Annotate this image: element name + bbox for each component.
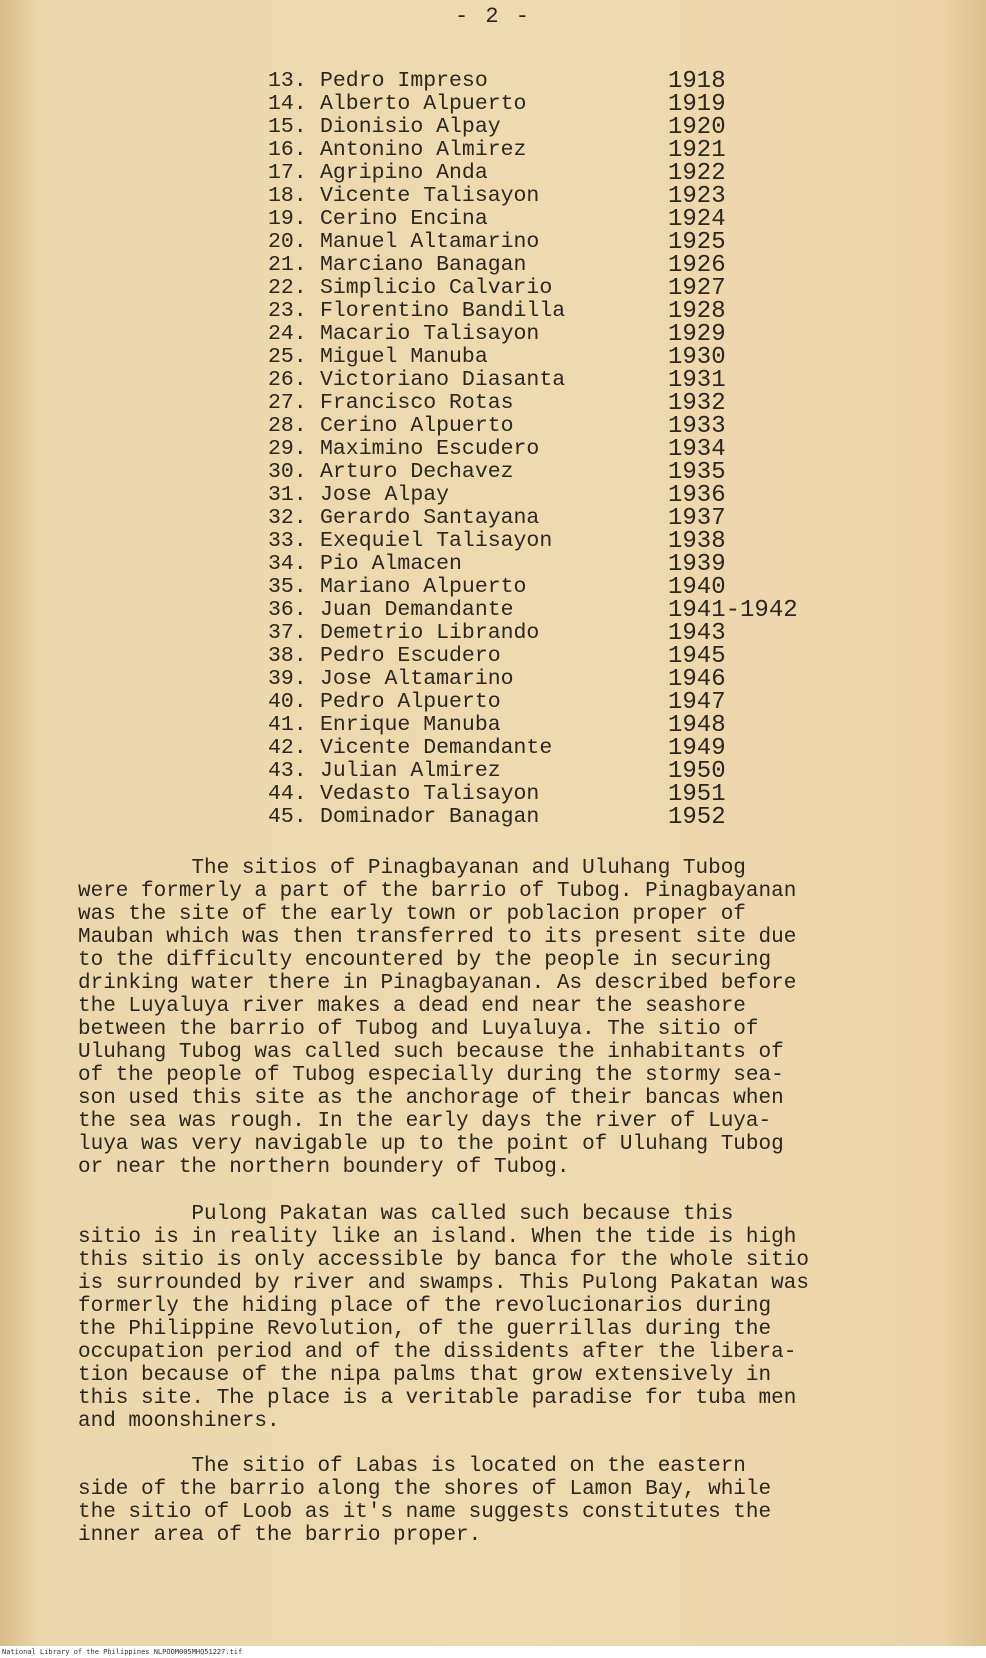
paragraph-pinagbayanan: The sitios of Pinagbayanan and Uluhang Tubog were formerly a part of the barrio of Tubog. Pinagbayanan was the site of the early town or poblacion proper of Mauban which was then transferred to its present site due to the difficulty encountered by the people in securing drinking water there in Pinagbayanan. As described before the Luyaluya river makes a dead end near the seashore between the barrio of Tubog and Luyaluya. The sitio of Uluhang Tubog was called such because the inhabitants of of the people of Tubog especially during the stormy sea- son used this site as the anchorage of their bancas when the sea was rough. In the early days the river of Luya- luya was very navigable up to the point of Uluhang Tubog or near the northern boundery of Tubog. xyxy=(78,857,797,1179)
roster-name: Simplicio Calvario xyxy=(320,276,553,300)
roster-name: Manuel Altamarino xyxy=(320,230,540,254)
roster-name: Gerardo Santayana xyxy=(320,506,540,530)
roster-row xyxy=(268,277,828,300)
roster-name: Exequiel Talisayon xyxy=(320,529,553,553)
roster-num: 27. xyxy=(268,391,307,415)
roster-num: 32. xyxy=(268,506,307,530)
roster-row xyxy=(268,668,828,691)
roster-name: Dominador Banagan xyxy=(320,805,540,829)
roster-year: 1950 xyxy=(668,758,726,785)
roster-num: 17. xyxy=(268,161,307,185)
roster-name: Francisco Rotas xyxy=(320,391,514,415)
roster-num: 22. xyxy=(268,276,307,300)
roster-year: 1947 xyxy=(668,689,726,716)
roster-name: Maximino Escudero xyxy=(320,437,540,461)
roster-num: 44. xyxy=(268,782,307,806)
roster-row xyxy=(268,484,828,507)
roster-num: 20. xyxy=(268,230,307,254)
roster-year: 1934 xyxy=(668,436,726,463)
roster-num: 40. xyxy=(268,690,307,714)
roster-year: 1932 xyxy=(668,390,726,417)
roster-year: 1924 xyxy=(668,206,726,233)
roster-row xyxy=(268,645,828,668)
roster-year: 1919 xyxy=(668,91,726,118)
roster-row xyxy=(268,254,828,277)
roster-num: 31. xyxy=(268,483,307,507)
roster-name: Mariano Alpuerto xyxy=(320,575,527,599)
roster-year: 1927 xyxy=(668,275,726,302)
roster-name: Macario Talisayon xyxy=(320,322,540,346)
roster-num: 18. xyxy=(268,184,307,208)
roster-row xyxy=(268,783,828,806)
roster-name: Demetrio Librando xyxy=(320,621,540,645)
roster-name: Enrique Manuba xyxy=(320,713,501,737)
roster-row xyxy=(268,323,828,346)
roster-year: 1937 xyxy=(668,505,726,532)
roster-num: 16. xyxy=(268,138,307,162)
roster-num: 33. xyxy=(268,529,307,553)
page-number: - 2 - xyxy=(454,4,531,29)
roster-row xyxy=(268,806,828,829)
roster-name: Vicente Talisayon xyxy=(320,184,540,208)
roster-year: 1952 xyxy=(668,804,726,831)
roster-row xyxy=(268,139,828,162)
roster-num: 13. xyxy=(268,69,307,93)
roster-name: Vedasto Talisayon xyxy=(320,782,540,806)
roster-row xyxy=(268,622,828,645)
roster-num: 28. xyxy=(268,414,307,438)
roster-num: 39. xyxy=(268,667,307,691)
roster-num: 41. xyxy=(268,713,307,737)
roster-name: Miguel Manuba xyxy=(320,345,488,369)
roster-num: 24. xyxy=(268,322,307,346)
scan-footer xyxy=(0,1646,986,1658)
roster-year: 1949 xyxy=(668,735,726,762)
roster-num: 19. xyxy=(268,207,307,231)
roster-name: Antonino Almirez xyxy=(320,138,527,162)
roster-name: Cerino Alpuerto xyxy=(320,414,514,438)
roster-name: Julian Almirez xyxy=(320,759,501,783)
roster-num: 25. xyxy=(268,345,307,369)
roster-num: 45. xyxy=(268,805,307,829)
roster-num: 14. xyxy=(268,92,307,116)
roster-row xyxy=(268,346,828,369)
roster-year: 1951 xyxy=(668,781,726,808)
roster-year: 1918 xyxy=(668,68,726,95)
roster-name: Marciano Banagan xyxy=(320,253,527,277)
roster-num: 42. xyxy=(268,736,307,760)
roster-year: 1941-1942 xyxy=(668,597,798,624)
roster-year: 1921 xyxy=(668,137,726,164)
roster-year: 1926 xyxy=(668,252,726,279)
roster-year: 1936 xyxy=(668,482,726,509)
roster-row xyxy=(268,507,828,530)
roster-num: 29. xyxy=(268,437,307,461)
roster-name: Pio Almacen xyxy=(320,552,462,576)
roster-name: Juan Demandante xyxy=(320,598,514,622)
roster-row xyxy=(268,760,828,783)
roster-row xyxy=(268,737,828,760)
roster-name: Alberto Alpuerto xyxy=(320,92,527,116)
roster-row xyxy=(268,162,828,185)
roster-name: Victoriano Diasanta xyxy=(320,368,566,392)
roster-year: 1922 xyxy=(668,160,726,187)
roster-name: Florentino Bandilla xyxy=(320,299,566,323)
roster-year: 1940 xyxy=(668,574,726,601)
roster-num: 26. xyxy=(268,368,307,392)
roster-num: 30. xyxy=(268,460,307,484)
roster-row xyxy=(268,231,828,254)
paragraph-labas-loob: The sitio of Labas is located on the eastern side of the barrio along the shores of Lamon Bay, while the sitio of Loob as it's name suggests constitutes the inner area of the barrio proper. xyxy=(78,1455,772,1547)
roster-num: 21. xyxy=(268,253,307,277)
roster-row xyxy=(268,369,828,392)
roster-num: 15. xyxy=(268,115,307,139)
roster-row xyxy=(268,300,828,323)
roster-row xyxy=(268,93,828,116)
roster-name: Pedro Escudero xyxy=(320,644,501,668)
roster-row xyxy=(268,599,828,622)
roster-num: 35. xyxy=(268,575,307,599)
roster-name: Jose Alpay xyxy=(320,483,450,507)
roster-num: 37. xyxy=(268,621,307,645)
roster-year: 1945 xyxy=(668,643,726,670)
roster-row xyxy=(268,185,828,208)
roster-year: 1920 xyxy=(668,114,726,141)
footer-text: National Library of the Philippines NLPOOM005MHQ51227.tif xyxy=(2,1648,243,1656)
roster-year: 1943 xyxy=(668,620,726,647)
roster-name: Pedro Impreso xyxy=(320,69,488,93)
roster-year: 1930 xyxy=(668,344,726,371)
roster-year: 1925 xyxy=(668,229,726,256)
roster-row xyxy=(268,461,828,484)
paragraph-pulong-pakatan: Pulong Pakatan was called such because this sitio is in reality like an island. When the tide is high this sitio is only accessible by banca for the whole sitio is surrounded by river and swamps. This Pulong Pakatan was formerly the hiding place of the revolucionarios during the Philippine Revolution, of the guerrillas during the occupation period and of the dissidents after the libera- tion because of the nipa palms that grow extensively in this site. The place is a veritable paradise for tuba men and moonshiners. xyxy=(78,1203,809,1433)
roster-year: 1946 xyxy=(668,666,726,693)
roster-name: Dionisio Alpay xyxy=(320,115,501,139)
roster-name: Vicente Demandante xyxy=(320,736,553,760)
roster-year: 1929 xyxy=(668,321,726,348)
roster-num: 34. xyxy=(268,552,307,576)
roster-num: 23. xyxy=(268,299,307,323)
roster-year: 1939 xyxy=(668,551,726,578)
roster-year: 1928 xyxy=(668,298,726,325)
roster-row xyxy=(268,530,828,553)
roster-row xyxy=(268,553,828,576)
roster-row xyxy=(268,438,828,461)
roster-row xyxy=(268,70,828,93)
roster-num: 36. xyxy=(268,598,307,622)
roster-name: Agripino Anda xyxy=(320,161,488,185)
roster-row xyxy=(268,691,828,714)
roster-list xyxy=(268,70,828,829)
roster-num: 38. xyxy=(268,644,307,668)
roster-row xyxy=(268,208,828,231)
roster-year: 1933 xyxy=(668,413,726,440)
roster-year: 1923 xyxy=(668,183,726,210)
roster-year: 1931 xyxy=(668,367,726,394)
roster-name: Cerino Encina xyxy=(320,207,488,231)
roster-row xyxy=(268,714,828,737)
roster-row xyxy=(268,576,828,599)
roster-name: Jose Altamarino xyxy=(320,667,514,691)
roster-row xyxy=(268,415,828,438)
roster-year: 1948 xyxy=(668,712,726,739)
roster-year: 1938 xyxy=(668,528,726,555)
roster-num: 43. xyxy=(268,759,307,783)
roster-name: Arturo Dechavez xyxy=(320,460,514,484)
roster-row xyxy=(268,392,828,415)
roster-year: 1935 xyxy=(668,459,726,486)
roster-row xyxy=(268,116,828,139)
roster-name: Pedro Alpuerto xyxy=(320,690,501,714)
